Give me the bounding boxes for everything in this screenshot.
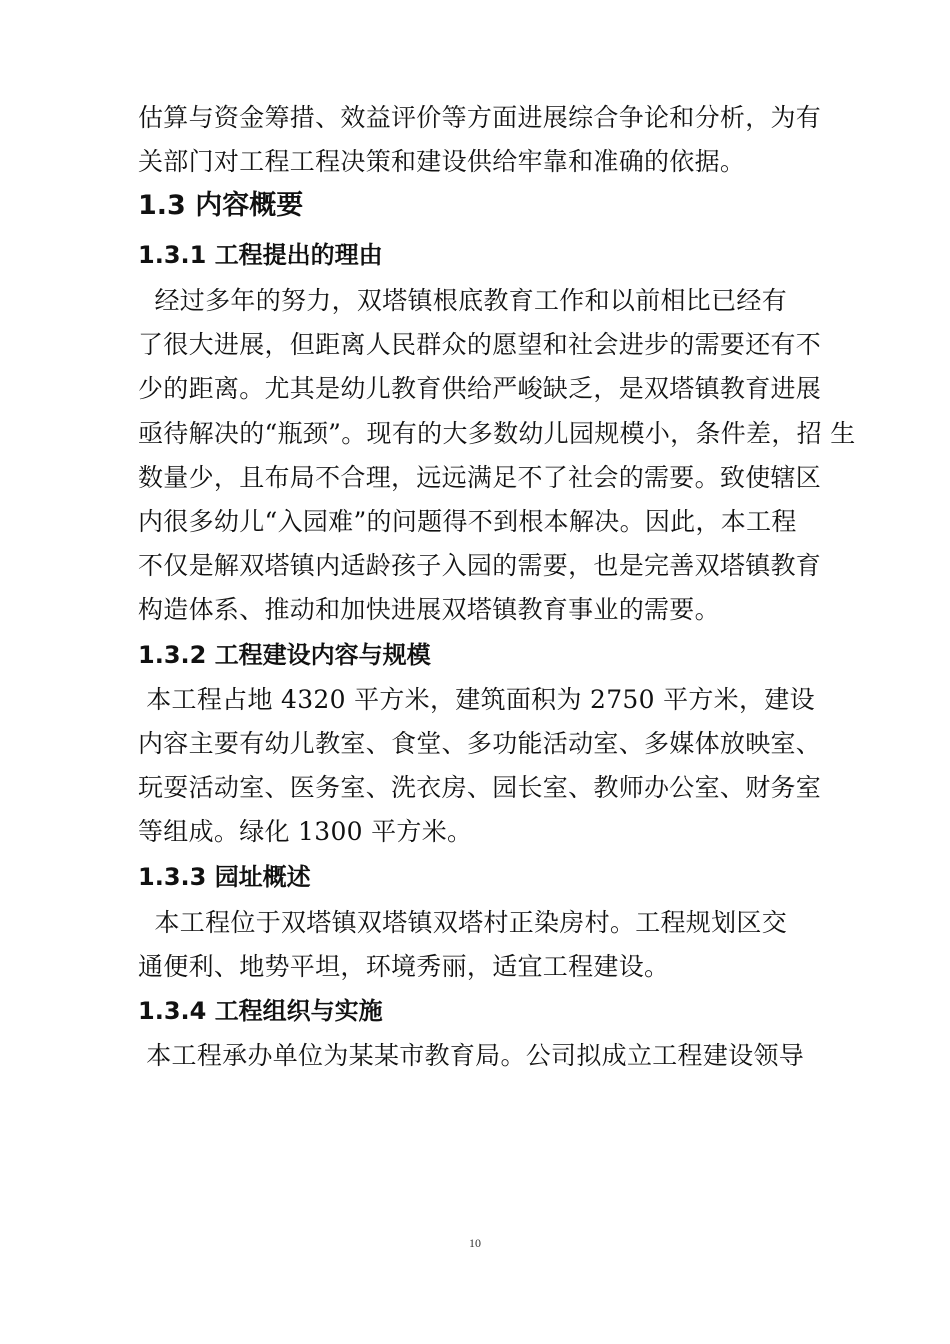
paragraph-line: 关部门对工程工程决策和建设供给牢靠和准确的依据。 bbox=[138, 147, 746, 176]
section-heading-1-3-1: 1.3.1 工程提出的理由 bbox=[138, 241, 383, 269]
paragraph-line: 不仅是解双塔镇内适龄孩子入园的需要，也是完善双塔镇教育 bbox=[138, 551, 822, 580]
paragraph-line: 内很多幼儿“入园难”的问题得不到根本解决。因此，本工程 bbox=[138, 507, 797, 536]
paragraph-line: 本工程位于双塔镇双塔镇双塔村正染房村。工程规划区交 bbox=[138, 908, 787, 937]
paragraph-line: 少的距离。尤其是幼儿教育供给严峻缺乏，是双塔镇教育进展 bbox=[138, 374, 822, 403]
paragraph-line: 本工程承办单位为某某市教育局。公司拟成立工程建设领导 bbox=[138, 1041, 805, 1070]
paragraph-line: 经过多年的努力，双塔镇根底教育工作和以前相比已经有 bbox=[138, 286, 787, 315]
paragraph-line: 构造体系、推动和加快进展双塔镇教育事业的需要。 bbox=[138, 595, 720, 624]
paragraph-line: 等组成。绿化 1300 平方米。 bbox=[138, 817, 473, 846]
section-heading-1-3-4: 1.3.4 工程组织与实施 bbox=[138, 997, 383, 1025]
page-number: 10 bbox=[469, 1236, 481, 1250]
paragraph-line: 估算与资金筹措、效益评价等方面进展综合争论和分析，为有 bbox=[138, 103, 822, 132]
paragraph-line: 本工程占地 4320 平方米，建筑面积为 2750 平方米，建设 bbox=[138, 685, 815, 714]
paragraph-line: 了很大进展，但距离人民群众的愿望和社会进步的需要还有不 bbox=[138, 330, 822, 359]
section-heading-1-3-2: 1.3.2 工程建设内容与规模 bbox=[138, 641, 431, 669]
paragraph-line: 玩耍活动室、医务室、洗衣房、园长室、教师办公室、财务室 bbox=[138, 773, 822, 802]
paragraph-line: 内容主要有幼儿教室、食堂、多功能活动室、多媒体放映室、 bbox=[138, 729, 822, 758]
section-heading-1-3: 1.3 内容概要 bbox=[138, 190, 304, 221]
paragraph-line: 数量少，且布局不合理，远远满足不了社会的需要。致使辖区 bbox=[138, 463, 822, 492]
section-heading-1-3-3: 1.3.3 园址概述 bbox=[138, 863, 311, 891]
paragraph-line: 亟待解决的“瓶颈”。现有的大多数幼儿园规模小，条件差，招 生 bbox=[138, 419, 856, 448]
paragraph-line: 通便利、地势平坦，环境秀丽，适宜工程建设。 bbox=[138, 952, 670, 981]
